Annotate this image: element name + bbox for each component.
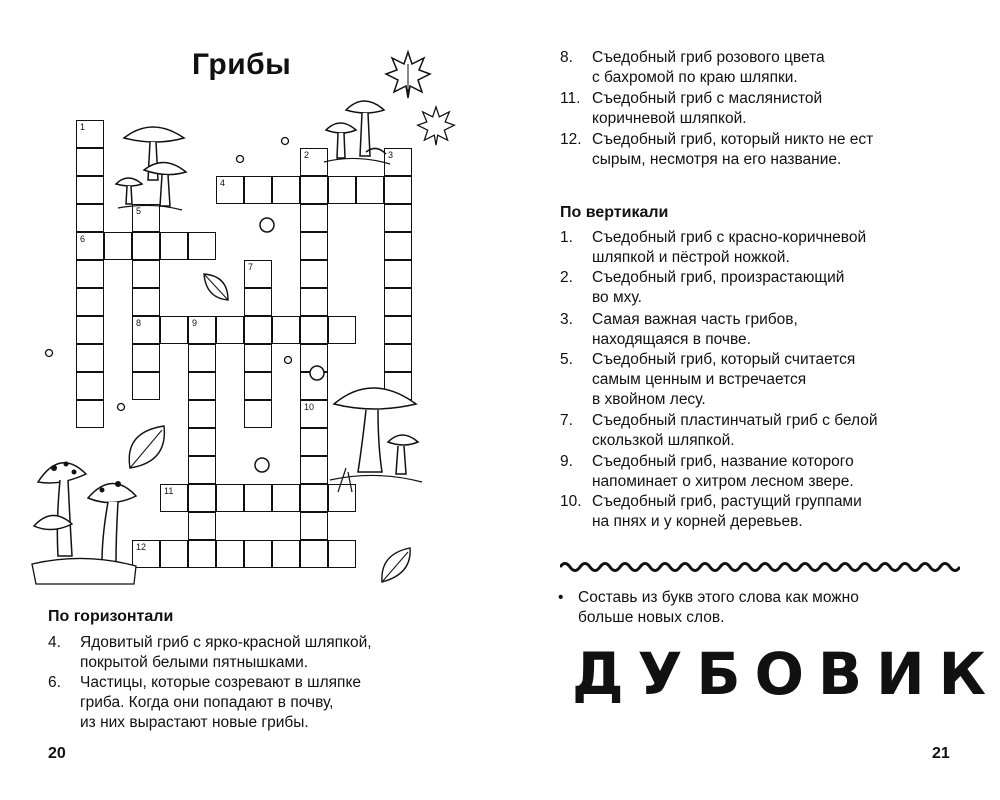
- clue-across-6: [48, 673, 488, 733]
- circle-icon: [308, 364, 326, 382]
- crossword-cell[interactable]: [272, 176, 300, 204]
- crossword-cell[interactable]: [384, 204, 412, 232]
- crossword-cell[interactable]: [272, 540, 300, 568]
- crossword-cell[interactable]: [132, 344, 160, 372]
- amanita-group-icon: [30, 452, 140, 588]
- clue-number: 11.: [560, 90, 581, 107]
- crossword-cell[interactable]: [300, 484, 328, 512]
- cell-number: 6: [80, 234, 86, 244]
- maple-leaf-small-icon: [416, 104, 456, 148]
- crossword-cell[interactable]: [188, 400, 216, 428]
- crossword-cell[interactable]: [188, 540, 216, 568]
- crossword-cell[interactable]: [160, 316, 188, 344]
- crossword-cell[interactable]: [76, 400, 104, 428]
- clue-down-1: [560, 228, 980, 268]
- clue-text: Съедобный гриб розового цвета с бахромой по краю шляпки.: [592, 49, 825, 86]
- clue-across-4: [48, 633, 488, 673]
- crossword-cell[interactable]: [300, 288, 328, 316]
- crossword-cell[interactable]: [216, 540, 244, 568]
- crossword-cell[interactable]: [76, 120, 104, 148]
- wavy-divider: [560, 558, 960, 576]
- crossword-cell[interactable]: [328, 316, 356, 344]
- clue-number: 8.: [560, 49, 573, 66]
- down-heading: По вертикали: [560, 204, 669, 221]
- cell-number: 11: [164, 486, 174, 496]
- crossword-cell[interactable]: [272, 484, 300, 512]
- dot-icon: [44, 348, 54, 358]
- dot-icon: [283, 355, 293, 365]
- page-number-left: 20: [48, 745, 66, 762]
- crossword-cell[interactable]: [132, 288, 160, 316]
- crossword-cell[interactable]: [300, 204, 328, 232]
- clue-text: Съедобный гриб, который считается самым ценным и встречается в хвойном лесу.: [592, 351, 856, 408]
- cell-number: 2: [304, 150, 310, 160]
- clue-text: Частицы, которые созревают в шляпке гриба. Когда они попадают в почву, из них вырастают новые грибы.: [80, 674, 362, 731]
- circle-icon: [253, 456, 271, 474]
- clue-across-8: [560, 48, 980, 88]
- crossword-cell[interactable]: [132, 316, 160, 344]
- crossword-cell[interactable]: [300, 456, 328, 484]
- crossword-cell[interactable]: [244, 288, 272, 316]
- crossword-cell[interactable]: [216, 316, 244, 344]
- crossword-cell[interactable]: [244, 400, 272, 428]
- clue-text: Съедобный гриб, растущий группами на пнях и у корней деревьев.: [592, 493, 862, 530]
- crossword-cell[interactable]: [188, 456, 216, 484]
- task-text: Составь из букв этого слова как можно больше новых слов.: [578, 589, 859, 626]
- crossword-cell[interactable]: [300, 428, 328, 456]
- across-heading: По горизонтали: [48, 608, 174, 625]
- clue-down-9: [560, 452, 980, 492]
- cell-number: 4: [220, 178, 226, 188]
- crossword-cell[interactable]: [188, 344, 216, 372]
- crossword-cell[interactable]: [300, 176, 328, 204]
- clue-text: Самая важная часть грибов, находящаяся в почве.: [592, 311, 798, 348]
- clue-text: Съедобный гриб, который никто не ест сырым, несмотря на его название.: [592, 131, 874, 168]
- crossword-cell[interactable]: [328, 176, 356, 204]
- mushroom-cluster-top-icon: [112, 120, 192, 215]
- crossword-cell[interactable]: [160, 484, 188, 512]
- clue-across-12: [560, 130, 980, 170]
- big-word: ДУБОВИК: [572, 640, 1000, 708]
- crossword-cell[interactable]: [160, 232, 188, 260]
- page-number-right: 21: [932, 745, 950, 762]
- leaf-icon: [200, 270, 232, 304]
- cell-number: 3: [388, 150, 394, 160]
- clue-text: Съедобный гриб с красно-коричневой шляпкой и пёстрой ножкой.: [592, 229, 867, 266]
- crossword-cell[interactable]: [384, 176, 412, 204]
- crossword-cell[interactable]: [216, 176, 244, 204]
- clue-down-3: [560, 310, 980, 350]
- dot-icon: [116, 402, 126, 412]
- crossword-cell[interactable]: [188, 512, 216, 540]
- clue-number: 6.: [48, 674, 61, 691]
- crossword-cell[interactable]: [188, 372, 216, 400]
- cell-number: 9: [192, 318, 198, 328]
- crossword-cell[interactable]: [76, 288, 104, 316]
- crossword-cell[interactable]: [384, 316, 412, 344]
- page-title: Грибы: [192, 48, 292, 81]
- cell-number: 7: [248, 262, 254, 272]
- crossword-cell[interactable]: [76, 372, 104, 400]
- crossword-cell[interactable]: [160, 540, 188, 568]
- crossword-cell[interactable]: [244, 540, 272, 568]
- clue-down-7: [560, 411, 980, 451]
- crossword-cell[interactable]: [300, 232, 328, 260]
- crossword-cell[interactable]: [328, 540, 356, 568]
- clue-text: Съедобный гриб с маслянистой коричневой шляпкой.: [592, 90, 823, 127]
- cell-number: 1: [80, 122, 86, 132]
- crossword-cell[interactable]: [188, 484, 216, 512]
- cell-number: 8: [136, 318, 142, 328]
- crossword-cell[interactable]: [132, 260, 160, 288]
- crossword-cell[interactable]: [188, 316, 216, 344]
- crossword-cell[interactable]: [384, 344, 412, 372]
- circle-icon: [258, 216, 276, 234]
- bullet-mark: •: [558, 589, 564, 606]
- crossword-cell[interactable]: [384, 260, 412, 288]
- dot-icon: [280, 136, 290, 146]
- crossword-cell[interactable]: [76, 316, 104, 344]
- clue-down-5: [560, 350, 980, 410]
- clue-number: 10.: [560, 493, 582, 510]
- clue-number: 9.: [560, 453, 573, 470]
- crossword-cell[interactable]: [272, 316, 300, 344]
- clue-down-2: [560, 268, 980, 308]
- mushroom-right-icon: [328, 376, 424, 496]
- leaf-bottom-icon: [378, 544, 414, 586]
- clue-text: Съедобный гриб, название которого напоминает о хитром лесном звере.: [592, 453, 854, 490]
- clue-across-11: [560, 89, 980, 129]
- crossword-cell[interactable]: [300, 260, 328, 288]
- crossword-cell[interactable]: [244, 260, 272, 288]
- crossword-cell[interactable]: [244, 372, 272, 400]
- crossword-cell[interactable]: [300, 540, 328, 568]
- cell-number: 10: [304, 402, 315, 412]
- crossword-cell[interactable]: [76, 148, 104, 176]
- dot-icon: [235, 154, 245, 164]
- crossword-cell[interactable]: [104, 232, 132, 260]
- clue-text: Съедобный гриб, произрастающий во мху.: [592, 269, 845, 306]
- crossword-cell[interactable]: [384, 232, 412, 260]
- crossword-cell[interactable]: [188, 428, 216, 456]
- right-page: [520, 0, 1000, 800]
- crossword-cell[interactable]: [132, 232, 160, 260]
- mushroom-group-top-right-icon: [322, 96, 392, 176]
- crossword-cell[interactable]: [300, 512, 328, 540]
- crossword-cell[interactable]: [76, 260, 104, 288]
- crossword-cell[interactable]: [76, 176, 104, 204]
- clue-number: 2.: [560, 269, 573, 286]
- crossword-cell[interactable]: [76, 232, 104, 260]
- crossword-cell[interactable]: [244, 484, 272, 512]
- clue-number: 4.: [48, 634, 61, 651]
- clue-text: Съедобный пластинчатый гриб с белой скользкой шляпкой.: [592, 412, 878, 449]
- maple-leaf-icon: [384, 50, 432, 100]
- clue-number: 12.: [560, 131, 582, 148]
- crossword-cell[interactable]: [76, 204, 104, 232]
- crossword-cell[interactable]: [244, 344, 272, 372]
- clue-number: 5.: [560, 351, 573, 368]
- clue-text: Ядовитый гриб с ярко-красной шляпкой, покрытой белыми пятнышками.: [80, 634, 372, 671]
- crossword-cell[interactable]: [300, 400, 328, 428]
- crossword-cell[interactable]: [188, 232, 216, 260]
- crossword-cell[interactable]: [300, 316, 328, 344]
- cell-number: 5: [136, 206, 142, 216]
- cell-number: 12: [136, 542, 147, 552]
- clue-number: 1.: [560, 229, 573, 246]
- clue-number: 7.: [560, 412, 573, 429]
- crossword-cell[interactable]: [244, 176, 272, 204]
- crossword-cell[interactable]: [132, 372, 160, 400]
- clue-down-10: [560, 492, 980, 532]
- crossword-cell[interactable]: [356, 176, 384, 204]
- crossword-cell[interactable]: [76, 344, 104, 372]
- crossword-cell[interactable]: [384, 288, 412, 316]
- clue-number: 3.: [560, 311, 573, 328]
- crossword-cell[interactable]: [216, 484, 244, 512]
- crossword-cell[interactable]: [244, 316, 272, 344]
